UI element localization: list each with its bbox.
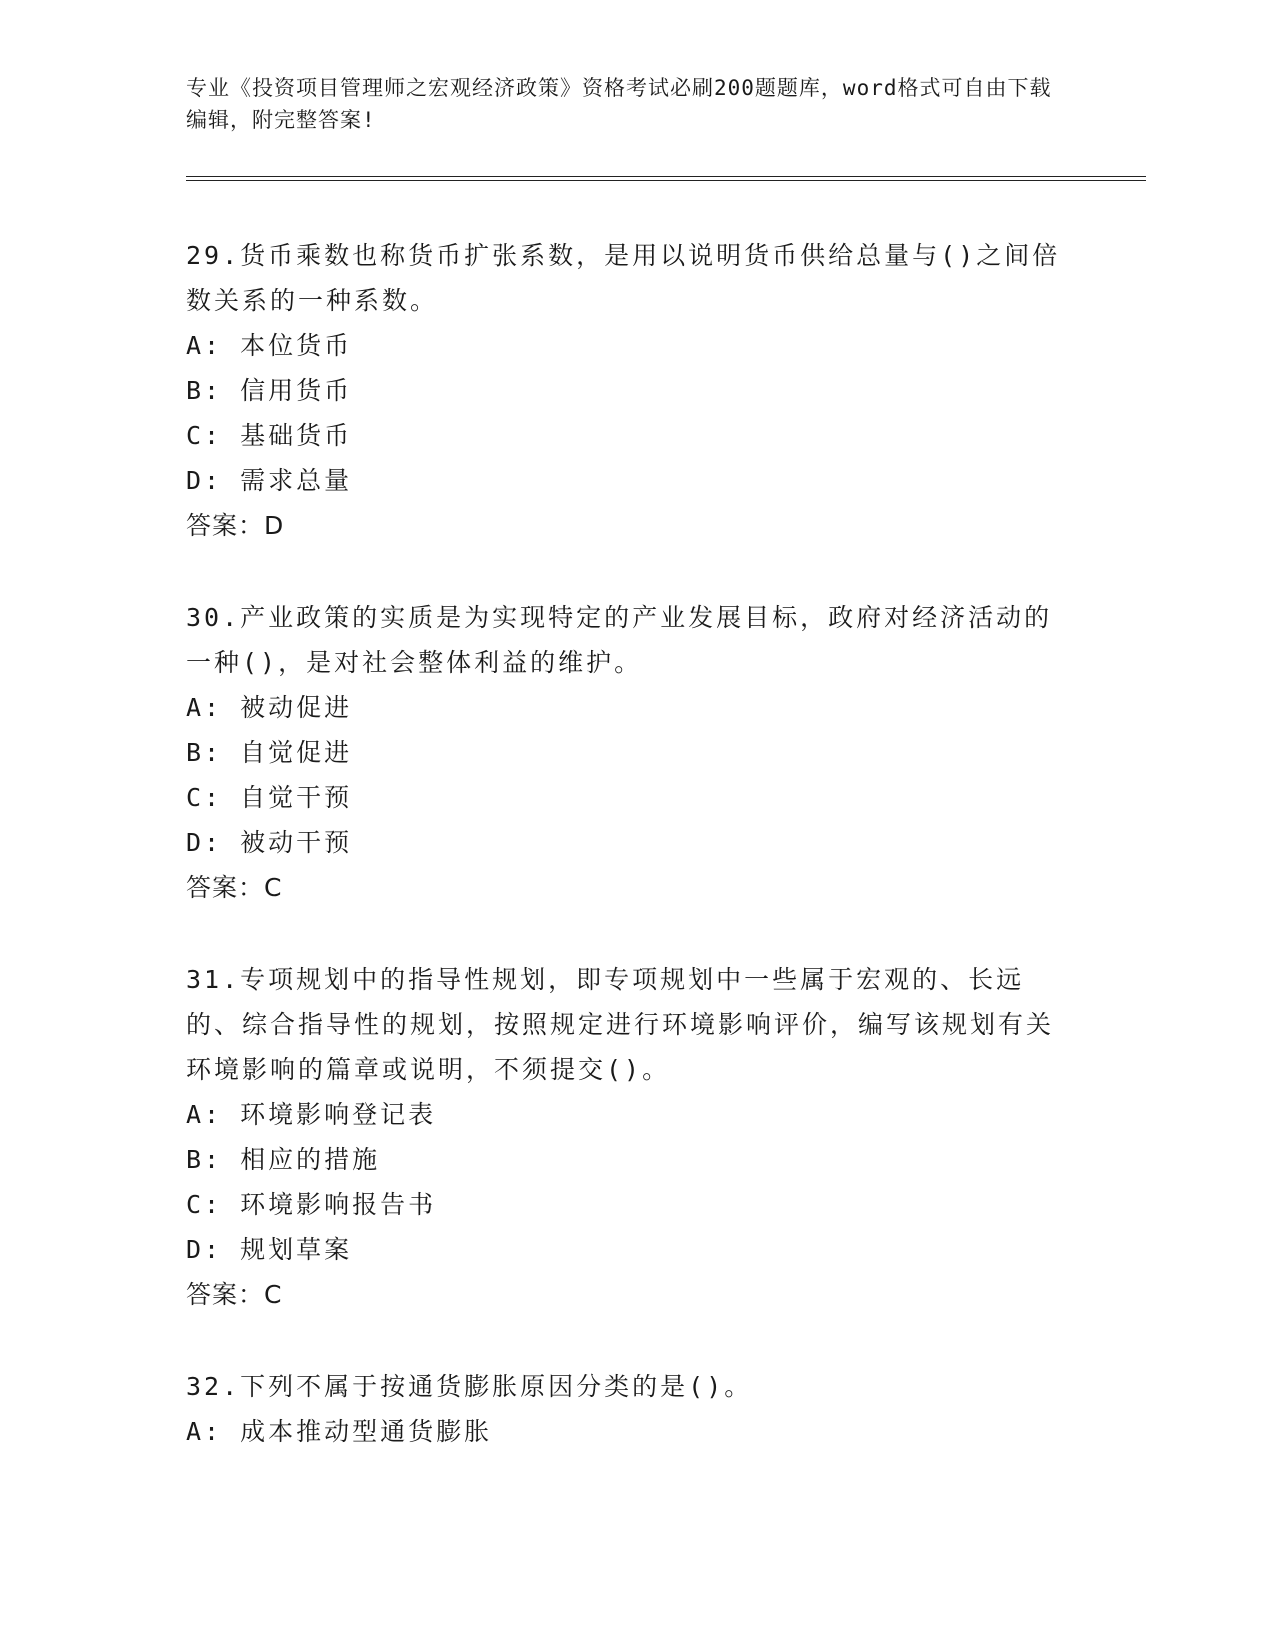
question-29 [186,233,1066,548]
option-a: A: 成本推动型通货膨胀 [186,1417,493,1446]
option-c: C: 环境影响报告书 [186,1190,437,1219]
question-32 [186,1364,1066,1454]
option-a: A: 本位货币 [186,331,353,360]
option-a: A: 被动促进 [186,693,353,722]
question-31 [186,957,1066,1317]
question-stem: 32.下列不属于按通货膨胀原因分类的是()。 [186,1372,753,1401]
option-d: D: 需求总量 [186,466,353,495]
option-b: B: 信用货币 [186,376,353,405]
answer: 答案：C [186,873,283,902]
question-stem: 30.产业政策的实质是为实现特定的产业发展目标，政府对经济活动的一种()，是对社会整体利益的维护。 [186,603,1053,677]
question-30 [186,595,1066,910]
document-header: 专业《投资项目管理师之宏观经济政策》资格考试必刷200题题库，word格式可自由下载编辑，附完整答案! [186,76,1052,132]
option-c: C: 基础货币 [186,421,353,450]
answer: 答案：C [186,1280,283,1309]
answer: 答案：D [186,511,285,540]
option-d: D: 被动干预 [186,828,353,857]
option-c: C: 自觉干预 [186,783,353,812]
option-a: A: 环境影响登记表 [186,1100,437,1129]
option-d: D: 规划草案 [186,1235,353,1264]
option-b: B: 自觉促进 [186,738,353,767]
question-stem: 29.货币乘数也称货币扩张系数，是用以说明货币供给总量与()之间倍数关系的一种系数。 [186,241,1061,315]
header-divider [186,176,1146,181]
option-b: B: 相应的措施 [186,1145,381,1174]
question-stem: 31.专项规划中的指导性规划，即专项规划中一些属于宏观的、长远的、综合指导性的规划，按照规定进行环境影响评价，编写该规划有关环境影响的篇章或说明，不须提交()。 [186,965,1055,1084]
